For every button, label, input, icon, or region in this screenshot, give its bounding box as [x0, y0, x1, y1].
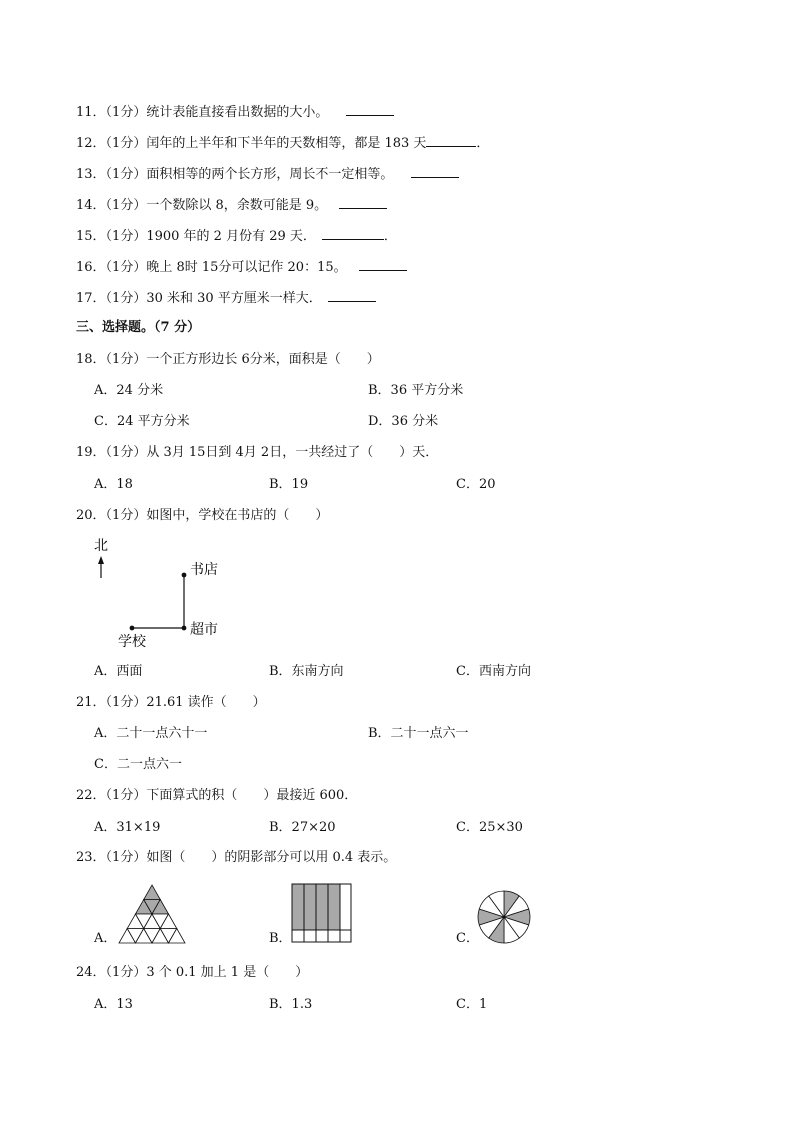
- option-a[interactable]: A．18: [94, 477, 133, 492]
- question-text: 17．（1分）30 米和 30 平方厘米一样大．: [76, 291, 322, 306]
- option-c[interactable]: C．24 平方分米: [94, 414, 190, 429]
- option-a[interactable]: A．二十一点六十一: [94, 726, 208, 741]
- answer-blank[interactable]: [346, 103, 394, 116]
- option-b[interactable]: B．二十一点六一: [368, 726, 469, 741]
- question-text: 13．（1分）面积相等的两个长方形，周长不一定相等。: [76, 167, 394, 182]
- option-a[interactable]: A．24 分米: [94, 383, 164, 398]
- question-19: 19．（1分）从 3月 15日到 4月 2日，一共经过了（ ）天．: [76, 445, 439, 460]
- question-13: [76, 165, 459, 183]
- option-b[interactable]: B．19: [269, 477, 309, 492]
- answer-blank[interactable]: [411, 165, 459, 178]
- question-17: [76, 289, 376, 307]
- question-15: [76, 227, 397, 245]
- question-text: 11．（1分）统计表能直接看出数据的大小。: [76, 105, 329, 120]
- north-label: 北: [94, 538, 108, 554]
- question-text: 15．（1分）1900 年的 2 月份有 29 天．: [76, 229, 316, 244]
- option-a[interactable]: A．13: [94, 997, 133, 1012]
- option-c[interactable]: C．二一点六一: [94, 757, 182, 772]
- question-16: [76, 258, 407, 276]
- supermarket-label: 超市: [190, 622, 218, 638]
- question-21: 21．（1分）21.61 读作（ ）: [76, 695, 266, 710]
- school-dot: [130, 626, 135, 631]
- option-b[interactable]: B．东南方向: [269, 664, 344, 679]
- option-b[interactable]: B．36 平方分米: [368, 383, 464, 398]
- option-c[interactable]: C．20: [456, 477, 496, 492]
- question-text: 14．（1分）一个数除以 8，余数可能是 9。: [76, 198, 328, 213]
- option-c[interactable]: C．西南方向: [456, 664, 531, 679]
- option-a[interactable]: A．31×19: [94, 820, 161, 835]
- circle-figure: [476, 889, 532, 945]
- section-title: 三、选择题。（7 分）: [76, 320, 201, 335]
- option-c[interactable]: C．1: [456, 997, 488, 1012]
- question-18: 18．（1分）一个正方形边长 6分米，面积是（ ）: [76, 352, 380, 367]
- option-d[interactable]: D．36 分米: [368, 414, 439, 429]
- answer-blank[interactable]: [426, 134, 476, 147]
- supermarket-dot: [182, 626, 187, 631]
- answer-blank[interactable]: [328, 289, 376, 302]
- question-23: 23．（1分）如图（ ）的阴影部分可以用 0.4 表示。: [76, 850, 397, 865]
- question-11: [76, 103, 394, 121]
- triangle-figure: [118, 884, 186, 944]
- question-text: 16．（1分）晚上 8时 15分可以记作 20：15。: [76, 260, 347, 275]
- option-c[interactable]: C．25×30: [456, 820, 523, 835]
- option-b[interactable]: B．27×20: [269, 820, 336, 835]
- question-24: 24．（1分）3 个 0.1 加上 1 是（ ）: [76, 965, 309, 980]
- answer-blank[interactable]: [322, 227, 384, 240]
- question-20: 20．（1分）如图中，学校在书店的（ ）: [76, 508, 329, 523]
- answer-blank[interactable]: [339, 196, 387, 209]
- period: ．: [383, 229, 397, 244]
- bookstore-label: 书店: [190, 562, 218, 578]
- question-12: [76, 134, 489, 152]
- option-c[interactable]: C．: [456, 931, 479, 946]
- question-22: 22．（1分）下面算式的积（ ）最接近 600．: [76, 788, 358, 803]
- bar-figure: [291, 883, 352, 943]
- option-a[interactable]: A．: [94, 931, 117, 946]
- option-b[interactable]: B．1.3: [269, 997, 313, 1012]
- answer-blank[interactable]: [359, 258, 407, 271]
- north-arrowhead-icon: [98, 556, 104, 564]
- period: ．: [476, 136, 490, 151]
- direction-map: [88, 534, 238, 654]
- bookstore-dot: [182, 573, 187, 578]
- question-text: 12．（1分）闰年的上半年和下半年的天数相等，都是 183 天: [76, 136, 427, 151]
- option-a[interactable]: A．西面: [94, 664, 143, 679]
- school-label: 学校: [118, 634, 146, 650]
- question-14: [76, 196, 387, 214]
- option-b[interactable]: B．: [269, 931, 292, 946]
